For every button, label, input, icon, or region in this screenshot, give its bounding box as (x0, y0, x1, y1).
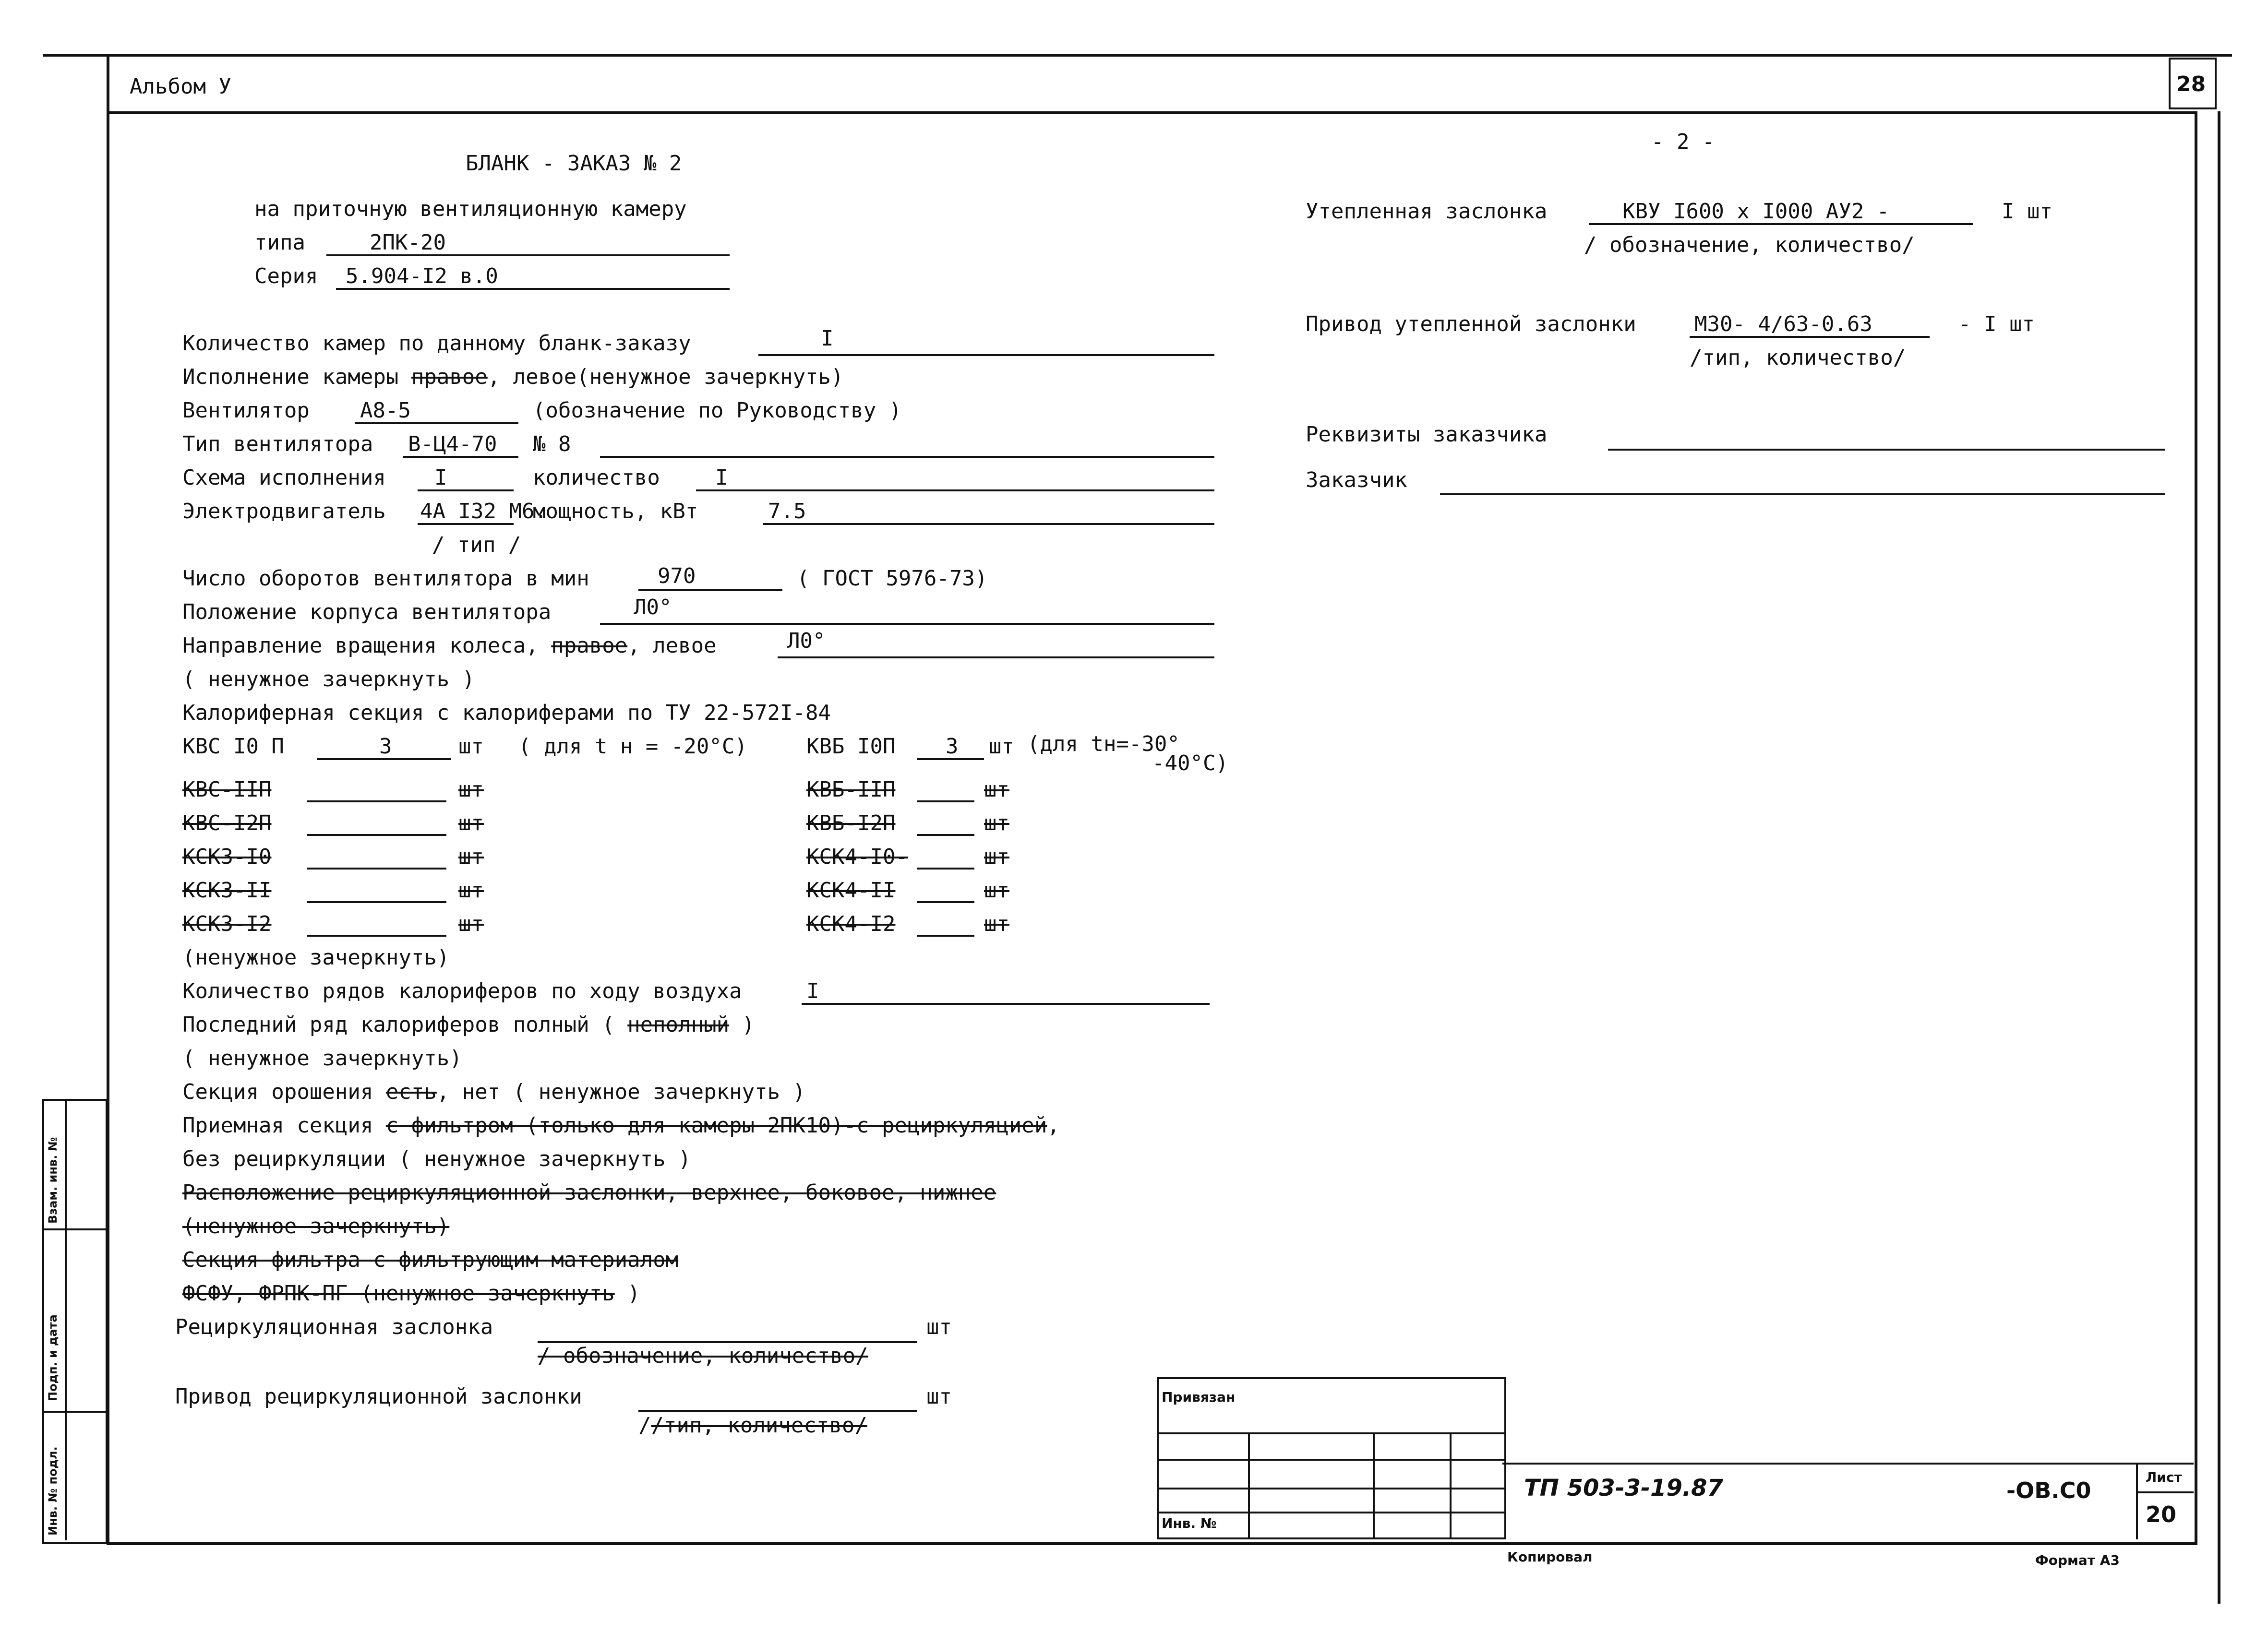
recirc-drive-unit: шт (926, 1384, 952, 1409)
list-left-ul-5 (307, 935, 446, 937)
privyazan-label: Привязан (1162, 1389, 1236, 1405)
format-label: Формат А3 (2035, 1552, 2120, 1568)
page-number: - 2 - (1651, 130, 1715, 154)
last-row-suffix: ) (742, 1013, 755, 1037)
direction-struck: правое (551, 633, 628, 658)
list-right-ul-4 (917, 901, 974, 903)
margin-vzam-label: Взам. инв. № (46, 1137, 60, 1224)
rows-label: Количество рядов калориферов по ходу воздуха (182, 979, 742, 1003)
kvs-unit: шт (458, 734, 484, 759)
qty-underline (758, 354, 1214, 356)
right-margin-line (2218, 111, 2220, 1604)
motor-value: 4А I32 М6. (420, 499, 547, 524)
spray-prefix: Секция орошения (182, 1080, 373, 1104)
recirc-damper-label: Рециркуляционная заслонка (175, 1315, 493, 1339)
motor-label: Электродвигатель (182, 499, 386, 524)
list-right-3: КСК4-I0- (806, 845, 908, 869)
list-left-unit-2: шт (458, 811, 484, 835)
position-underline (600, 623, 1214, 625)
customer-label: Заказчик (1306, 468, 1407, 492)
list-right-ul-2 (917, 834, 974, 836)
rpm-label: Число оборотов вентилятора в мин (182, 566, 589, 591)
series-underline (336, 288, 730, 290)
kvb-label: КВБ I0П (806, 734, 896, 759)
position-value: Л0° (634, 595, 672, 619)
list-right-unit-1: шт (984, 777, 1009, 802)
list-right-unit-5: шт (984, 912, 1009, 936)
qty-value: I (821, 326, 834, 351)
rpm-gost: ( ГОСТ 5976-73) (797, 566, 988, 591)
customer-requisites-label: Реквизиты заказчика (1306, 422, 1548, 447)
list-left-ul-3 (307, 868, 446, 870)
motor-caption: / тип / (432, 533, 521, 557)
direction-prefix: Направление вращения колеса, (182, 633, 539, 658)
kvs-value: 3 (379, 734, 392, 759)
type-label: типа (254, 230, 305, 255)
sheet-label: Лист (2146, 1469, 2182, 1485)
list-left-unit-1: шт (458, 777, 484, 802)
list-note: (ненужное зачеркнуть) (182, 945, 450, 970)
list-left-ul-4 (307, 901, 446, 903)
form-subtitle: на приточную вентиляционную камеру (254, 197, 687, 221)
list-left-ul-2 (307, 834, 446, 836)
filter-types-line (182, 1281, 640, 1306)
scheme-qty-value: I (715, 465, 728, 490)
margin-stamp-divider (65, 1099, 67, 1540)
damper-drive-caption: /тип, количество/ (1690, 345, 1906, 370)
fantype-underline (403, 456, 518, 458)
album-label: Альбом У (130, 74, 231, 99)
scheme-value: I (434, 465, 447, 490)
recirc-drive-caption-struck: /тип, количество/ (651, 1413, 867, 1438)
customer-underline (1440, 493, 2165, 495)
recirc-position-struck: Расположение рециркуляционной заслонки, верхнее, боковое, нижнее (182, 1180, 996, 1205)
damper-drive-underline (1690, 336, 1930, 338)
titleblock-top-line (1502, 1463, 2194, 1465)
last-row-note: ( ненужное зачеркнуть) (182, 1046, 462, 1071)
filter-types-struck: ФСФУ, ФРПК-ПГ (ненужное зачеркнуть (182, 1281, 615, 1306)
privyazan-row-3 (1157, 1488, 1504, 1489)
last-row-struck: неполный (627, 1013, 730, 1037)
recirc-position-note-struck: (ненужное зачеркнуть) (182, 1214, 450, 1239)
fantype-number: № 8 (533, 432, 571, 456)
list-left-unit-3: шт (458, 845, 484, 869)
recirc-drive-underline (638, 1410, 917, 1412)
margin-inv-label: Инв. № подл. (46, 1446, 60, 1536)
sheet-cell-border (2136, 1463, 2138, 1539)
intake-line: Приемная секция с фильтром (только для камеры 2ПК10)-с рециркуляцией, (182, 1113, 1060, 1138)
insulated-damper-caption: / обозначение, количество/ (1584, 233, 1915, 257)
damper-drive-value: М30- 4/63-0.63 (1694, 312, 1872, 336)
left-binding-line (107, 54, 109, 111)
kvs-condition: ( для t н = -20°С) (518, 734, 747, 759)
scheme-qty-underline (696, 489, 1214, 491)
fantype-tail-underline (600, 456, 1214, 458)
scheme-qty-label: количество (533, 465, 660, 490)
execution-prefix: Исполнение камеры (182, 365, 399, 389)
list-right-unit-3: шт (984, 845, 1009, 869)
direction-line (182, 633, 717, 658)
recirc-drive-caption: //тип, количество/ (638, 1413, 867, 1438)
privyazan-col-2 (1373, 1432, 1375, 1537)
list-left-3: КСК3-I0 (182, 845, 272, 869)
intake-struck: с фильтром (только для камеры 2ПК10)-с рециркуляцией (385, 1113, 1047, 1138)
margin-stamp-row2 (42, 1411, 106, 1413)
kvb-condition: (для tн=-30° (1027, 732, 1180, 756)
scheme-underline (418, 489, 514, 491)
kvb-condition-2: -40°С) (1152, 751, 1228, 775)
filter-types-end: ) (627, 1281, 640, 1306)
project-suffix: -ОВ.С0 (2006, 1477, 2091, 1503)
list-right-5: КСК4-I2 (806, 912, 896, 936)
intake-prefix: Приемная секция (182, 1113, 373, 1138)
sheet-corner-number: 28 (2176, 72, 2206, 96)
inv-number-label: Инв. № (1162, 1515, 1217, 1531)
rpm-value: 970 (658, 564, 696, 588)
sheet-cell-divider (2136, 1491, 2194, 1493)
motor-power-value: 7.5 (768, 499, 806, 524)
kvb-unit: шт (989, 734, 1014, 759)
last-row-line (182, 1013, 755, 1037)
type-underline (326, 254, 730, 256)
fan-label: Вентилятор (182, 398, 310, 423)
spray-line (182, 1080, 805, 1105)
fantype-value: В-Ц4-70 (408, 432, 497, 456)
direction-value: Л0° (787, 629, 826, 653)
position-label: Положение корпуса вентилятора (182, 600, 552, 624)
intake-line-2: без рециркуляции ( ненужное зачеркнуть ) (182, 1147, 691, 1171)
list-right-ul-3 (917, 868, 974, 870)
kvb-value: 3 (946, 734, 959, 759)
rows-underline (802, 1003, 1210, 1005)
type-value: 2ПК-20 (370, 230, 446, 255)
insulated-damper-qty: I шт (2002, 199, 2052, 224)
fan-underline (355, 422, 518, 424)
list-right-1: КВБ-IIП (806, 777, 896, 802)
execution-struck: правое (411, 365, 488, 389)
motor-power-label: мощность, кВт (533, 499, 698, 524)
form-title: БЛАНК - ЗАКАЗ № 2 (466, 151, 682, 176)
project-code: ТП 503-3-19.87 (1524, 1475, 1723, 1501)
list-right-ul-1 (917, 800, 974, 802)
motor-underline (418, 523, 514, 525)
list-right-ul-5 (917, 935, 974, 937)
series-value: 5.904-I2 в.0 (346, 264, 498, 288)
customer-requisites-underline (1608, 449, 2165, 451)
kvs-label: КВС I0 П (182, 734, 284, 759)
rows-value: I (806, 979, 819, 1003)
spray-struck: есть (385, 1080, 437, 1104)
spray-suffix: , нет ( ненужное зачеркнуть ) (436, 1080, 806, 1104)
qty-label: Количество камер по данному бланк-заказу (182, 331, 691, 356)
direction-note: ( ненужное зачеркнуть ) (182, 667, 475, 691)
insulated-damper-label: Утепленная заслонка (1306, 199, 1548, 224)
insulated-damper-underline (1589, 223, 1973, 225)
recirc-drive-label: Привод рециркуляционной заслонки (175, 1384, 582, 1409)
privyazan-col-3 (1450, 1432, 1452, 1537)
execution-suffix: , левое(ненужное зачеркнуть) (487, 365, 844, 389)
list-left-unit-5: шт (458, 912, 484, 936)
top-border-line (43, 54, 2232, 57)
sheet-number: 20 (2146, 1501, 2177, 1527)
kvb-underline (917, 758, 984, 760)
scheme-label: Схема исполнения (182, 465, 386, 490)
list-left-ul-1 (307, 800, 446, 802)
direction-underline (778, 656, 1214, 658)
list-right-unit-4: шт (984, 878, 1009, 903)
list-left-unit-4: шт (458, 878, 484, 903)
recirc-damper-underline (538, 1341, 917, 1343)
recirc-damper-unit: шт (926, 1315, 952, 1339)
motor-power-underline (763, 523, 1214, 525)
list-right-unit-2: шт (984, 811, 1009, 835)
margin-podp-label: Подп. и дата (46, 1314, 60, 1401)
privyazan-row-4 (1157, 1512, 1504, 1513)
recirc-damper-caption: / обозначение, количество/ (538, 1344, 868, 1368)
list-right-4: КСК4-II (806, 878, 896, 903)
damper-drive-qty: - I шт (1958, 312, 2035, 336)
filter-section-struck: Секция фильтра с фильтрующим материалом (182, 1248, 679, 1272)
rpm-underline (638, 589, 782, 591)
privyazan-row-2 (1157, 1459, 1504, 1461)
insulated-damper-value: КВУ I600 x I000 АУ2 - (1622, 199, 1890, 224)
last-row-prefix: Последний ряд калориферов полный ( (182, 1013, 615, 1037)
margin-stamp-row1 (42, 1228, 106, 1230)
fantype-label: Тип вентилятора (182, 432, 373, 456)
list-left-2: КВС-I2П (182, 811, 272, 835)
heater-label: Калориферная секция с калориферами по ТУ 22-572I-84 (182, 701, 831, 725)
list-left-1: КВС-IIП (182, 777, 272, 802)
series-label: Серия (254, 264, 318, 288)
kvs-underline (317, 758, 451, 760)
execution-line (182, 365, 844, 390)
list-left-5: КСК3-I2 (182, 912, 272, 936)
fan-value: А8-5 (360, 398, 411, 423)
list-right-2: КВБ-I2П (806, 811, 896, 835)
copied-label: Копировал (1507, 1549, 1593, 1565)
direction-mid: , левое (627, 633, 717, 658)
privyazan-row-1 (1157, 1432, 1504, 1434)
privyazan-col-1 (1248, 1432, 1250, 1537)
fan-note: (обозначение по Руководству ) (533, 398, 902, 423)
damper-drive-label: Привод утепленной заслонки (1306, 312, 1636, 336)
list-left-4: КСК3-II (182, 878, 272, 903)
